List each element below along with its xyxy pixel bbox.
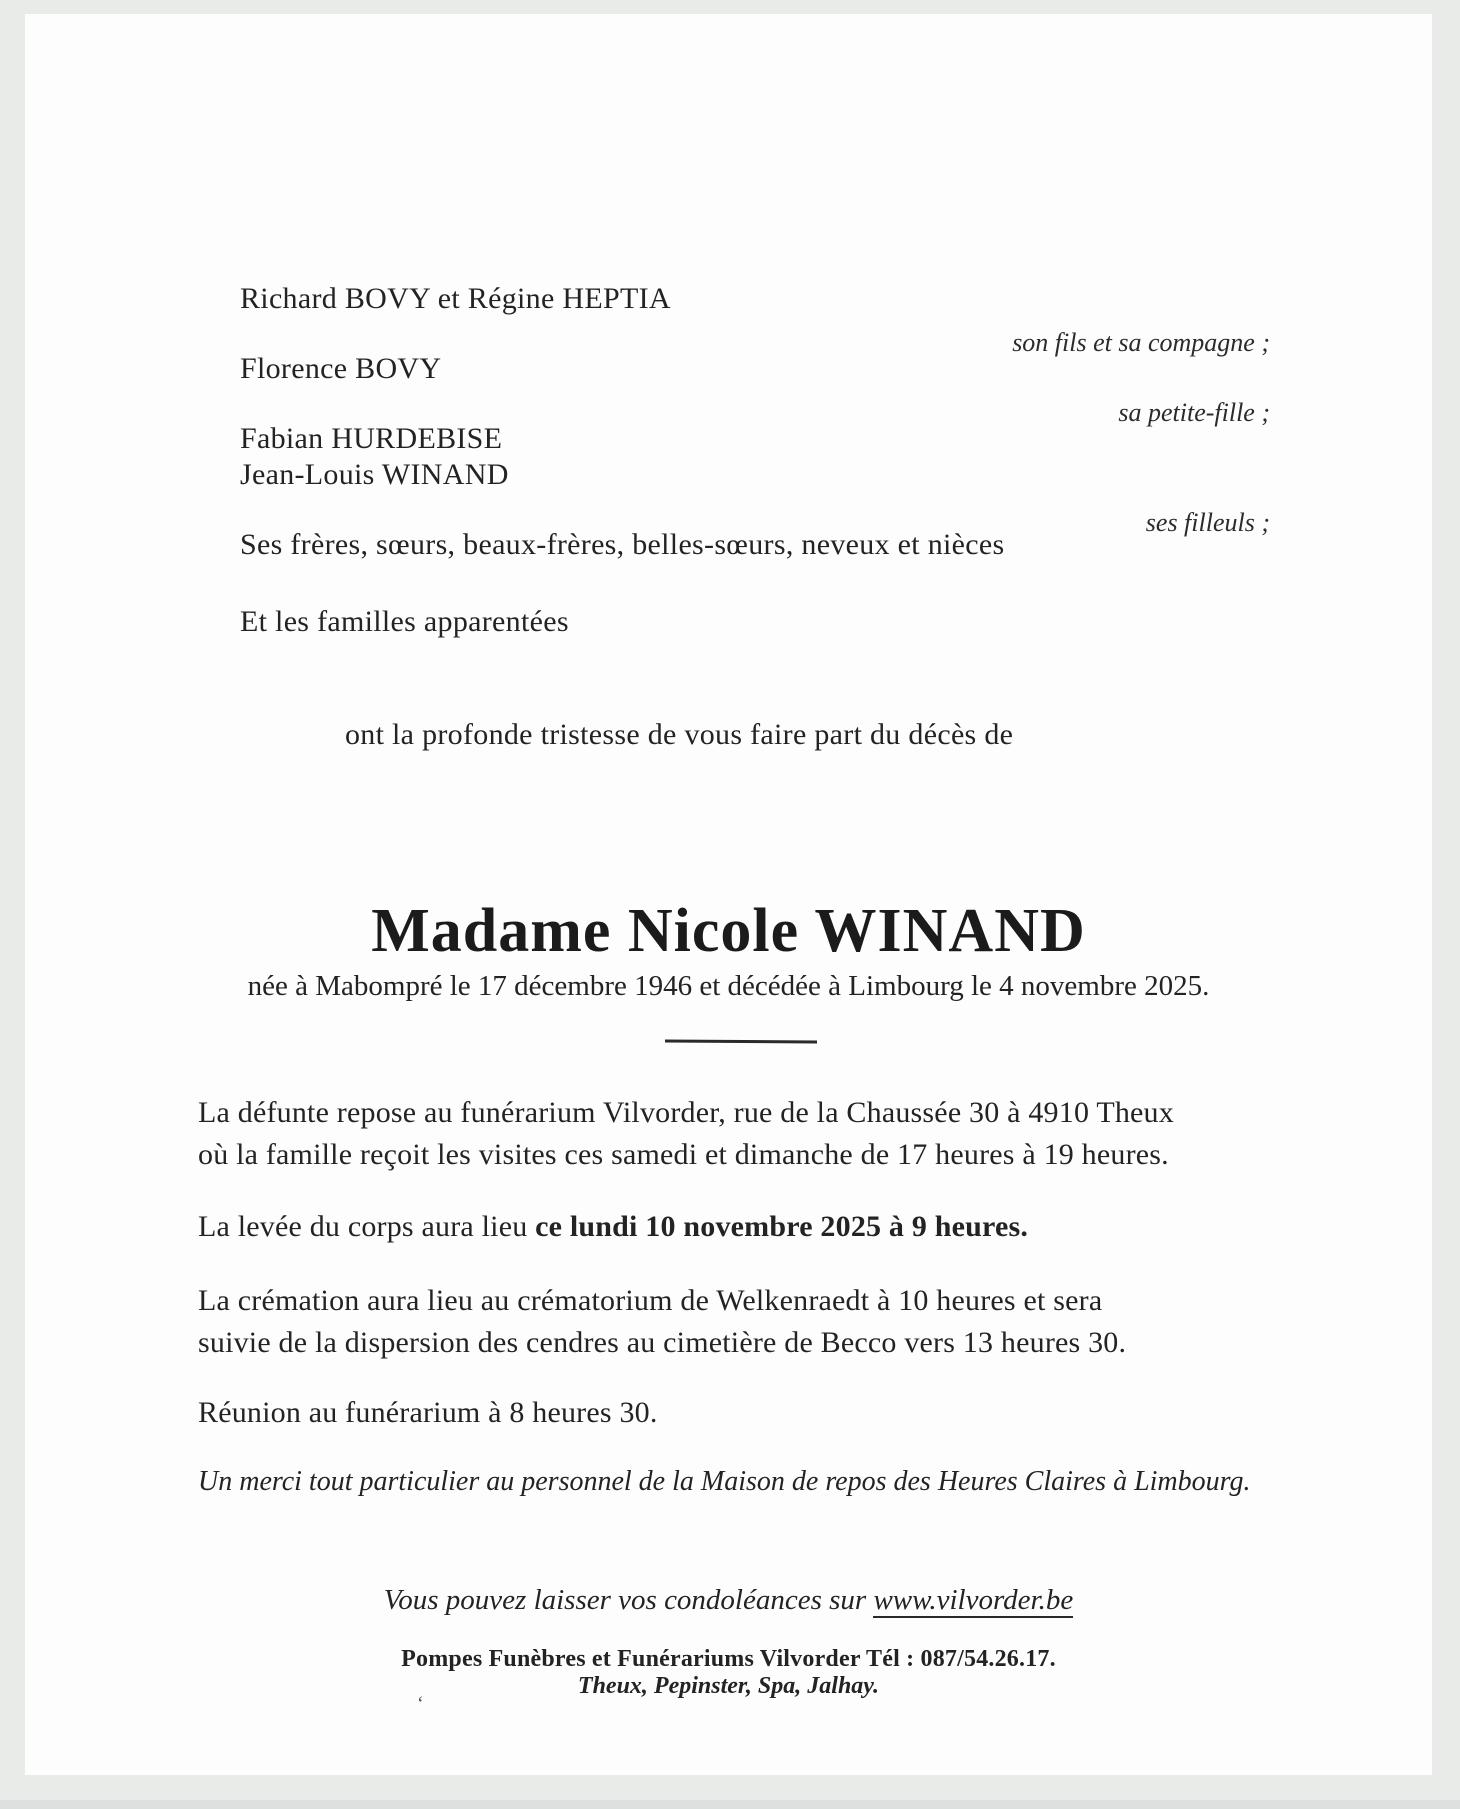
thanks-note: Un merci tout particulier au personnel de la Maison de repos des Heures Claires à Limbourg. xyxy=(198,1466,1251,1497)
relation-label-granddaughter: sa petite-fille ; xyxy=(1118,398,1270,427)
reunion-paragraph: Réunion au funérarium à 8 heures 30. xyxy=(198,1396,658,1429)
levee-text: La levée du corps aura lieu xyxy=(198,1210,536,1243)
mourner-couple: Richard BOVY et Régine HEPTIA xyxy=(240,282,671,315)
condolences-line xyxy=(25,1584,1432,1617)
levee-date-emphasis: ce lundi 10 novembre 2025 à 9 heures. xyxy=(535,1210,1029,1243)
deceased-name: Madame Nicole WINAND xyxy=(371,897,1086,965)
levee-paragraph xyxy=(198,1206,1028,1248)
announcement-intro: ont la profonde tristesse de vous faire part du décès de xyxy=(345,718,1014,751)
condolences-text: Vous pouvez laisser vos condoléances sur xyxy=(383,1584,874,1616)
funeral-home-cities: Theux, Pepinster, Spa, Jalhay. xyxy=(577,1673,880,1699)
repose-line-2: où la famille reçoit les visites ces samedi et dimanche de 17 heures à 19 heures. xyxy=(198,1138,1169,1171)
mourner-granddaughter: Florence BOVY xyxy=(240,352,442,385)
scan-speck: ‘ xyxy=(417,1693,424,1715)
repose-line-1: La défunte repose au funérarium Vilvorder, rue de la Chaussée 30 à 4910 Theux xyxy=(198,1096,1174,1129)
condolences-website-link[interactable]: www.vilvorder.be xyxy=(873,1584,1074,1616)
relation-label-godchildren: ses filleuls ; xyxy=(1145,508,1270,537)
mourner-families: Et les familles apparentées xyxy=(240,605,569,638)
separator-rule xyxy=(665,1039,817,1043)
relation-label-son: son fils et sa compagne ; xyxy=(1012,328,1270,357)
scan-bottom-edge xyxy=(0,1800,1460,1809)
deceased-life-dates: née à Mabompré le 17 décembre 1946 et décédée à Limbourg le 4 novembre 2025. xyxy=(247,970,1210,1002)
funeral-home-line: Pompes Funèbres et Funérariums Vilvorder Tél : 087/54.26.17. xyxy=(401,1646,1056,1672)
repose-paragraph xyxy=(198,1092,1174,1176)
cremation-line-1: La crémation aura lieu au crématorium de Welkenraedt à 10 heures et sera xyxy=(198,1284,1103,1317)
cremation-line-2: suivie de la dispersion des cendres au cimetière de Becco vers 13 heures 30. xyxy=(198,1326,1127,1359)
cremation-paragraph xyxy=(198,1280,1126,1364)
mourner-godchild-1: Fabian HURDEBISE xyxy=(240,422,503,455)
mourner-godchild-2: Jean-Louis WINAND xyxy=(240,458,509,491)
mourner-siblings: Ses frères, sœurs, beaux-frères, belles-sœurs, neveux et nièces xyxy=(240,528,1005,561)
announcement-paper xyxy=(25,14,1432,1775)
